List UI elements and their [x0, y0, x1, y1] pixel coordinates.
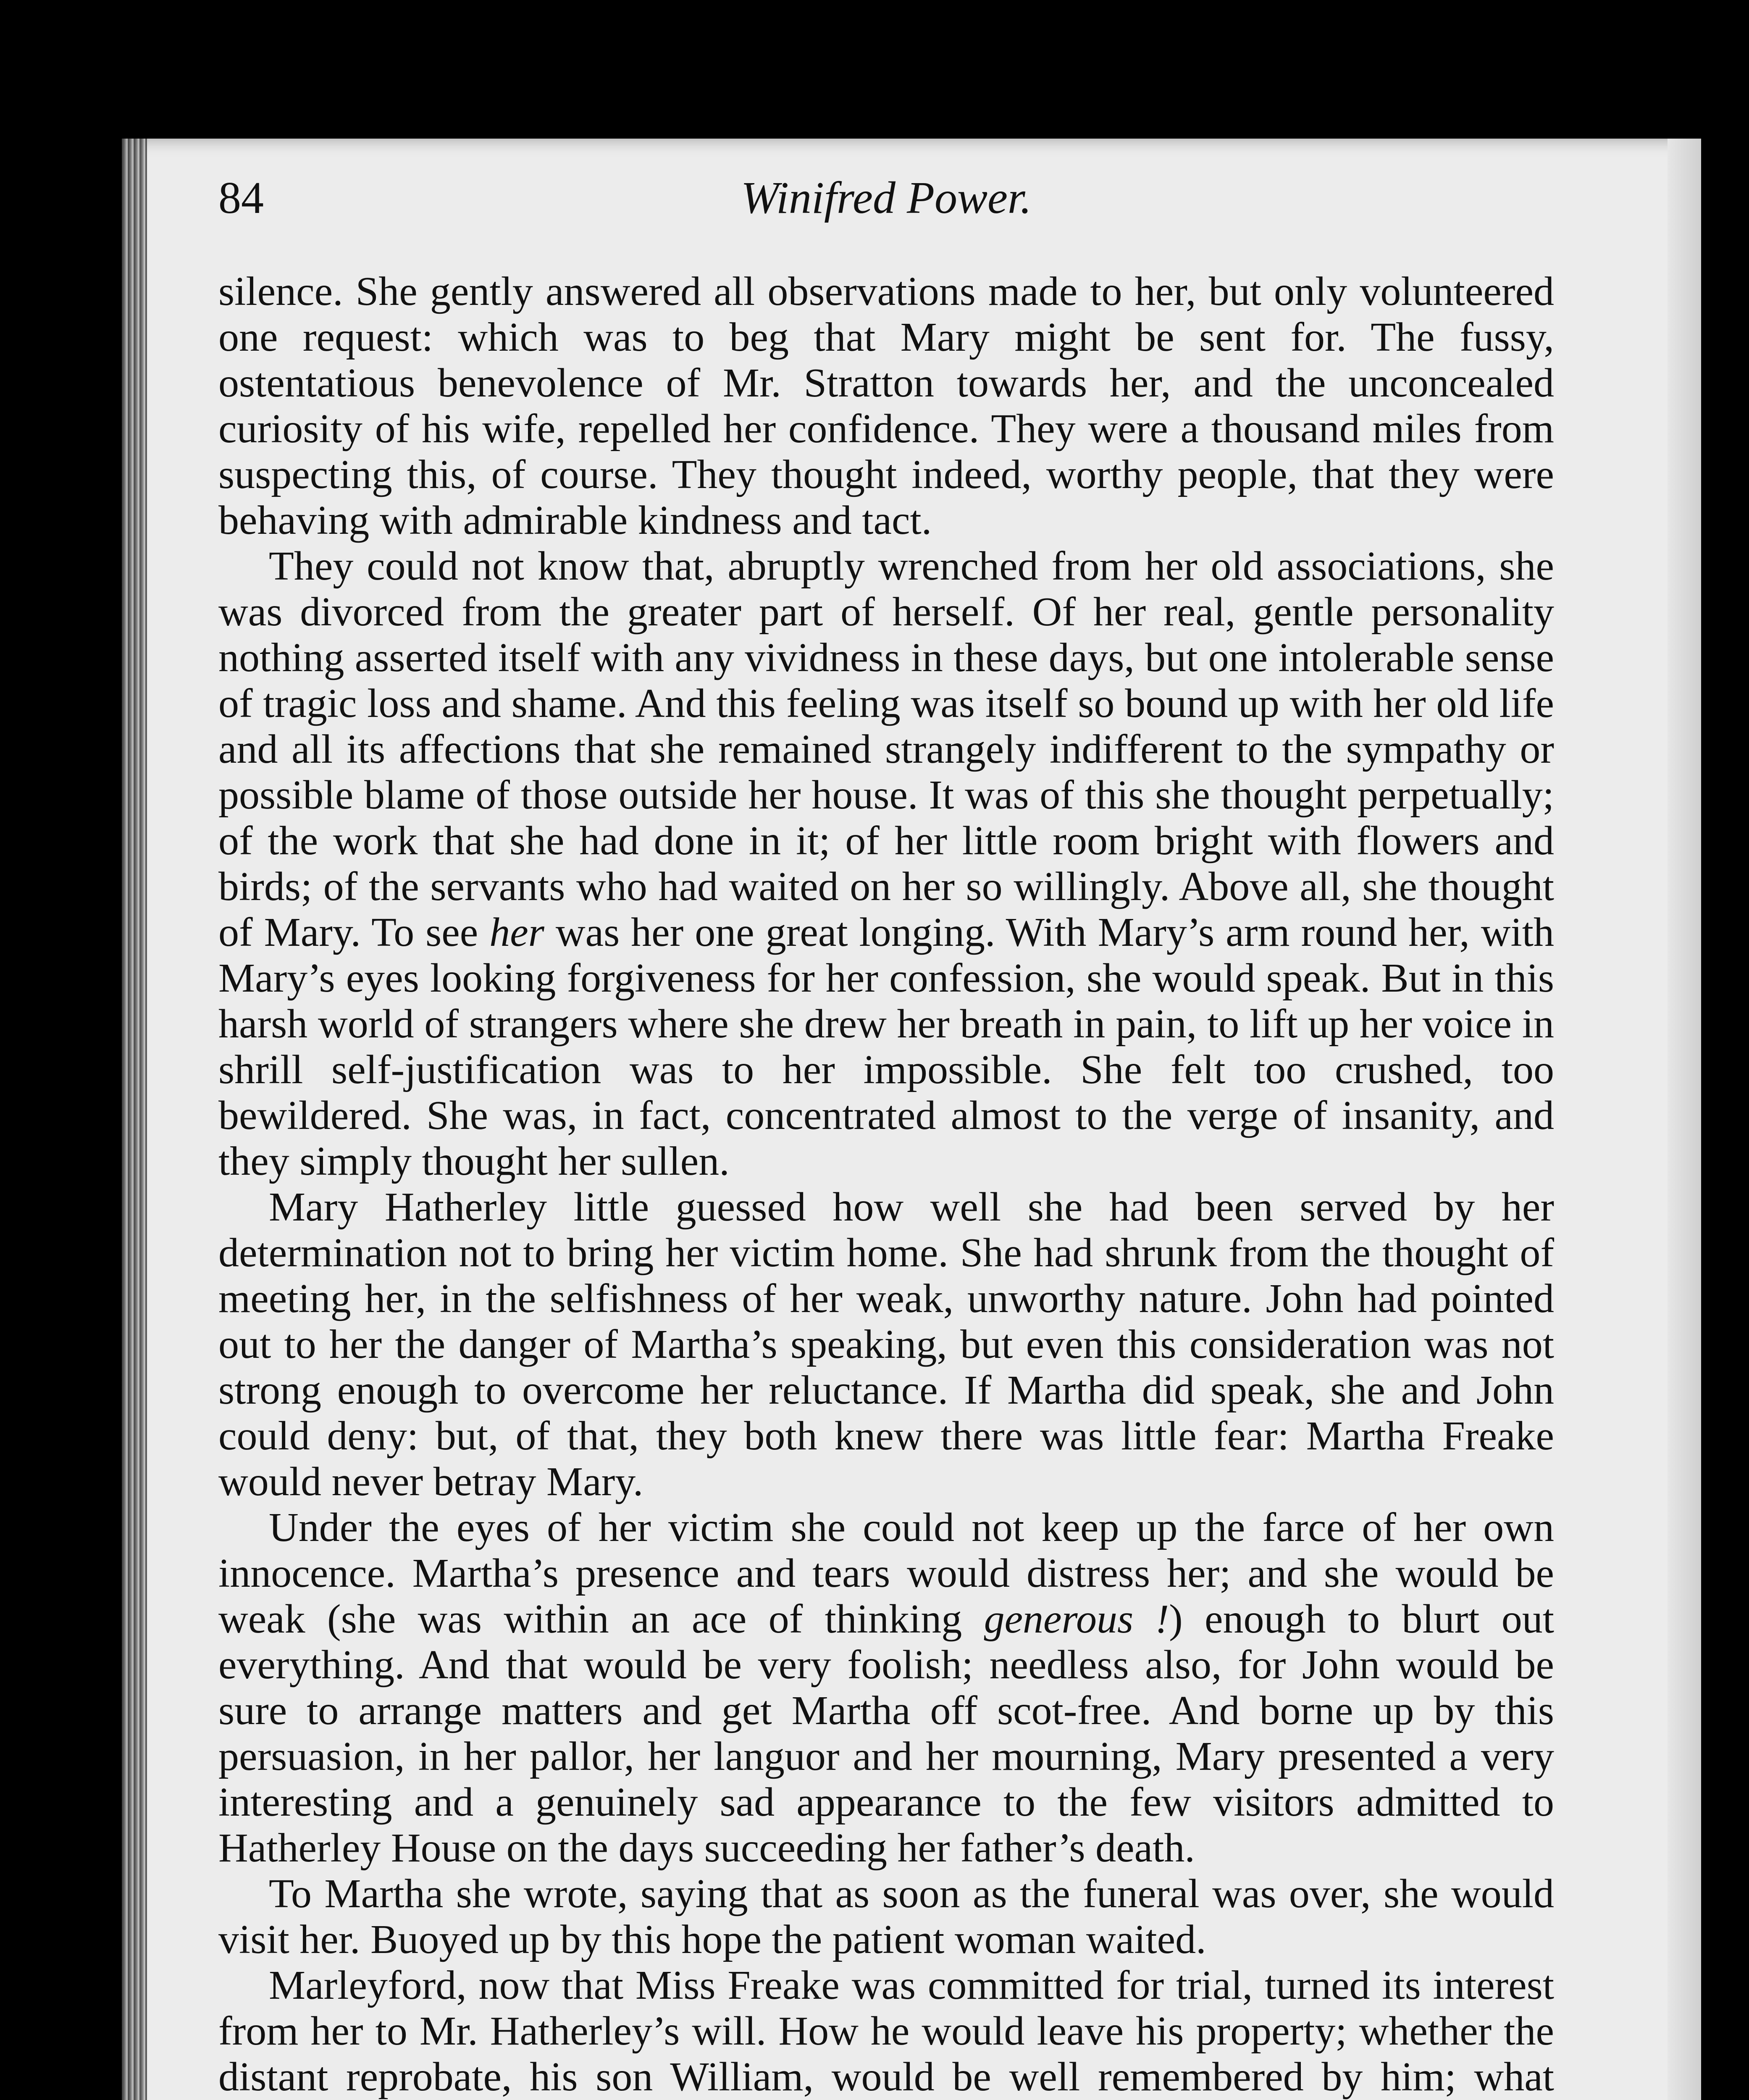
paragraph [218, 1871, 1554, 1963]
paragraph-text: silence. She gently answered all observations made to her, but only volunteered one request: which was to beg that Mary might be sent for. The fussy, ostentatious benevolence of Mr. Stratton towards her, and the unconcealed curiosity of his wife, repelled her confidence. They were a thousand miles from suspecting this, of course. They thought indeed, worthy people, that they were behaving with admirable kindness and tact. [218, 269, 1554, 543]
paragraph-text: ) enough to blurt out everything. And that would be very foolish; needless also, for John would be sure to arrange matters and get Martha off scot-free. And borne up by this persuasion, in her pallor, her languor and her mourning, Mary presented a very interesting and a genuinely sad appearance to the few visitors admitted to Hatherley House on the days succeeding her father’s death. [218, 1596, 1554, 1871]
paragraph-text: They could not know that, abruptly wrenched from her old associations, she was divorced from the greater part of herself. Of her real, gentle personality nothing asserted itself with any vividness in these days, but one intolerable sense of tragic loss and shame. And this feeling was itself so bound up with her old life and all its affections that she remained strangely indifferent to the sympathy or possible blame of those outside her house. It was of this she thought perpetually; of the work that she had done in it; of her little room bright with flowers and birds; of the servants who had waited on her so willingly. Above all, she thought of Mary. To see [218, 543, 1554, 955]
page-number: 84 [218, 173, 264, 223]
paragraph-text: Under the eyes of her victim she could not keep up the farce of her own innocence. Martha’s presence and tears would distress her; and she would be weak (she was within an ace of thinking [218, 1505, 1554, 1642]
italic-text: generous ! [984, 1596, 1169, 1642]
paragraph [218, 1505, 1554, 1871]
running-header [218, 172, 1554, 256]
paragraph-text: was her one great longing. With Mary’s arm round her, with Mary’s eyes looking forgiveness for her confession, she would speak. But in this harsh world of strangers where she drew her breath in pain, to lift up her voice in shrill self-justification was to her impossible. She felt too crushed, too bewildered. She was, in fact, concentrated almost to the verge of insanity, and they simply thought her sullen. [218, 910, 1555, 1184]
italic-text: her [489, 910, 544, 955]
paragraph [218, 543, 1554, 1184]
paragraph-text: To Martha she wrote, saying that as soon as the funeral was over, she would visit her. Buoyed up by this hope the patient woman waited. [218, 1871, 1554, 1962]
paragraph [218, 1963, 1554, 2100]
paragraph-text: Marleyford, now that Miss Freake was committed for trial, turned its interest from her to Mr. Hatherley’s will. How he would leave his property; whether the distant reprobate, his son William, would be well remembered by him; what [218, 1963, 1554, 2100]
page-gutter [122, 139, 147, 2100]
body-text [218, 269, 1554, 2100]
page-edge [1668, 139, 1701, 2100]
paragraph [218, 1184, 1554, 1505]
paragraph-text: Mary Hatherley little guessed how well she had been served by her determination not to bring her victim home. She had shrunk from the thought of meeting her, in the selfishness of her weak, unworthy nature. John had pointed out to her the danger of Martha’s speaking, but even this consideration was not strong enough to overcome her reluctance. If Martha did speak, she and John could deny: but, of that, they both knew there was little fear: Martha Freake would never betray Mary. [218, 1184, 1554, 1504]
running-title: Winifred Power. [741, 173, 1032, 223]
paragraph [218, 269, 1554, 543]
